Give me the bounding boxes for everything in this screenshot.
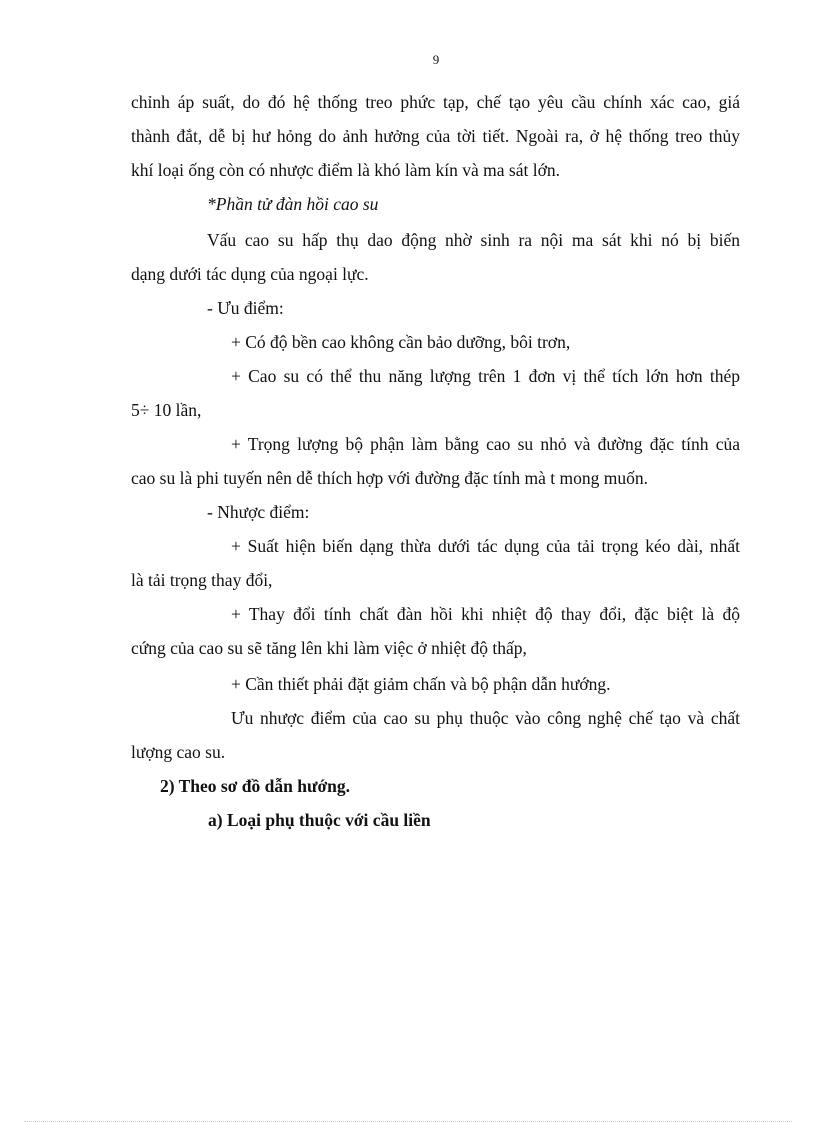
list-item-continuation: cứng của cao su sẽ tăng lên khi làm việc ở nhiệt độ thấp, xyxy=(131,638,527,658)
paragraph-line: thành đắt, dễ bị hư hỏng do ảnh hưởng của tời tiết. Ngoài ra, ở hệ thống treo thủy xyxy=(131,126,740,146)
list-item: + Thay đổi tính chất đàn hồi khi nhiệt độ thay đổi, đặc biệt là độ xyxy=(231,604,740,624)
list-item-continuation: là tải trọng thay đổi, xyxy=(131,570,273,590)
list-item: + Có độ bền cao không cần bảo dưỡng, bôi trơn, xyxy=(231,332,571,352)
advantages-heading: - Ưu điểm: xyxy=(207,298,284,318)
section-heading-rubber-element: *Phần tử đàn hồi cao su xyxy=(207,194,379,214)
subsection-heading-dependent-axle: a) Loại phụ thuộc với cầu liền xyxy=(208,810,431,830)
list-item: + Cần thiết phải đặt giảm chấn và bộ phận dẫn hướng. xyxy=(231,674,611,694)
paragraph-line: lượng cao su. xyxy=(131,742,226,762)
paragraph-line: khí loại ống còn có nhược điểm là khó làm kín và ma sát lớn. xyxy=(131,160,560,180)
paragraph-line: Vấu cao su hấp thụ dao động nhờ sinh ra nội ma sát khi nó bị biến xyxy=(207,230,740,250)
paragraph-line: dạng dưới tác dụng của ngoại lực. xyxy=(131,264,369,284)
list-item: + Suất hiện biến dạng thừa dưới tác dụng của tải trọng kéo dài, nhất xyxy=(231,536,740,556)
disadvantages-heading: - Nhược điểm: xyxy=(207,502,310,522)
page-bottom-divider xyxy=(24,1121,792,1122)
list-item-continuation: cao su là phi tuyến nên dễ thích hợp với đường đặc tính mà t mong muốn. xyxy=(131,468,648,488)
paragraph-line: chỉnh áp suất, do đó hệ thống treo phức tạp, chế tạo yêu cầu chính xác cao, giá xyxy=(131,92,740,112)
page-number: 9 xyxy=(432,52,440,67)
list-item: + Cao su có thể thu năng lượng trên 1 đơn vị thể tích lớn hơn thép xyxy=(231,366,740,386)
list-item: + Trọng lượng bộ phận làm bằng cao su nhỏ và đường đặc tính của xyxy=(231,434,740,454)
section-heading-guide-scheme: 2) Theo sơ đồ dẫn hướng. xyxy=(160,776,351,796)
paragraph-line: Ưu nhược điểm của cao su phụ thuộc vào công nghệ chế tạo và chất xyxy=(231,708,740,728)
list-item-continuation: 5÷ 10 lần, xyxy=(131,400,202,420)
